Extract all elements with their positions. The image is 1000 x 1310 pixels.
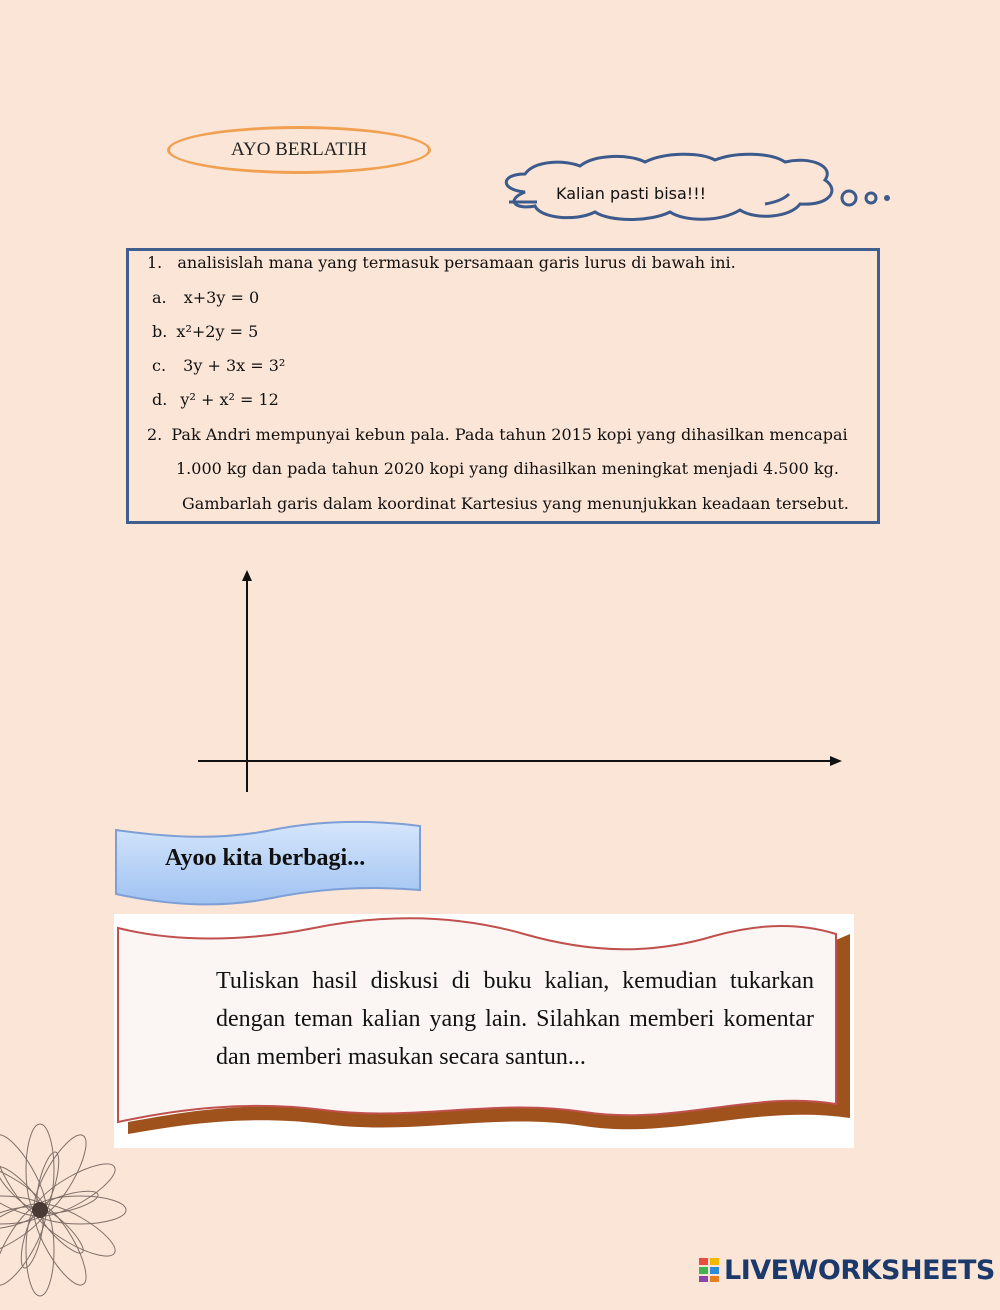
option-letter: a. xyxy=(152,288,167,307)
discussion-text: Tuliskan hasil diskusi di buku kalian, kemudian tukarkan dengan teman kalian yang lain. Silahkan memberi komentar dan memberi masukan secara santun... xyxy=(216,968,814,1070)
flower-ornament xyxy=(0,1110,140,1310)
option-b xyxy=(152,322,258,341)
share-banner-text: Ayoo kita berbagi... xyxy=(165,845,366,871)
section-title xyxy=(167,126,431,174)
question-number: 2. xyxy=(147,425,163,444)
question-2 xyxy=(147,425,848,444)
question-text-line-2: 1.000 kg dan pada tahun 2020 kopi yang dihasilkan meningkat menjadi 4.500 kg. xyxy=(176,459,839,478)
option-letter: c. xyxy=(152,356,167,375)
y-axis-arrow xyxy=(242,570,252,581)
logo-icon xyxy=(698,1257,720,1283)
option-a xyxy=(152,288,259,307)
option-text: x+3y = 0 xyxy=(183,288,260,307)
option-letter: d. xyxy=(152,390,168,409)
option-text: y² + x² = 12 xyxy=(180,390,279,409)
question-text: analisislah mana yang termasuk persamaan garis lurus di bawah ini. xyxy=(177,253,736,272)
option-letter: b. xyxy=(152,322,168,341)
option-text: x²+2y = 5 xyxy=(176,322,259,341)
cartesian-axes xyxy=(190,560,850,800)
logo-text: LIVEWORKSHEETS xyxy=(724,1254,995,1286)
question-number: 1. xyxy=(147,253,163,272)
question-text-line-3: Gambarlah garis dalam koordinat Kartesius yang menunjukkan keadaan tersebut. xyxy=(182,494,849,513)
section-title-text: AYO BERLATIH xyxy=(231,139,367,160)
option-text: 3y + 3x = 3² xyxy=(183,356,286,375)
option-d xyxy=(152,390,279,409)
liveworksheets-logo[interactable] xyxy=(698,1254,995,1286)
x-axis-arrow xyxy=(830,756,842,766)
question-1 xyxy=(147,253,736,272)
question-text-line-1: Pak Andri mempunyai kebun pala. Pada tahun 2015 kopi yang dihasilkan mencapai xyxy=(171,425,848,444)
option-c xyxy=(152,356,285,375)
cloud-text: Kalian pasti bisa!!! xyxy=(556,184,707,203)
